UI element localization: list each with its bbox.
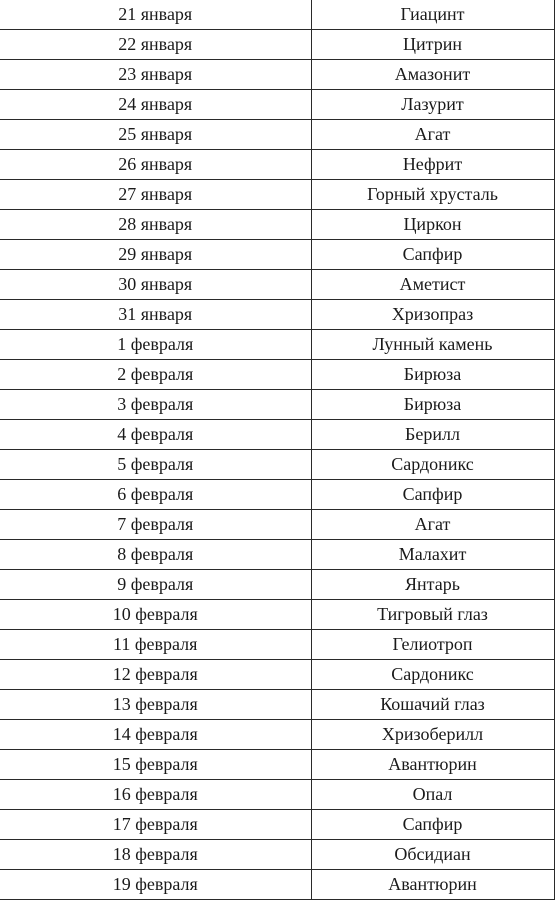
date-cell: 8 февраля [0,540,311,570]
table-row [0,210,554,240]
stone-cell: Амазонит [311,60,554,90]
table-row [0,570,554,600]
table-row [0,780,554,810]
date-cell: 27 января [0,180,311,210]
stone-cell: Гелиотроп [311,630,554,660]
stone-cell: Циркон [311,210,554,240]
date-cell: 3 февраля [0,390,311,420]
date-cell: 4 февраля [0,420,311,450]
date-cell: 15 февраля [0,750,311,780]
date-cell: 21 января [0,0,311,30]
table-row [0,360,554,390]
stone-cell: Бирюза [311,390,554,420]
table-row [0,90,554,120]
stone-cell: Сардоникс [311,450,554,480]
date-cell: 19 февраля [0,870,311,900]
date-cell: 11 февраля [0,630,311,660]
stone-cell: Тигровый глаз [311,600,554,630]
table-row [0,720,554,750]
table-row [0,510,554,540]
stone-cell: Хризопраз [311,300,554,330]
stone-cell: Авантюрин [311,870,554,900]
date-cell: 31 января [0,300,311,330]
stone-cell: Лазурит [311,90,554,120]
date-cell: 13 февраля [0,690,311,720]
date-cell: 17 февраля [0,810,311,840]
table-row [0,270,554,300]
stone-cell: Сапфир [311,480,554,510]
table-row [0,120,554,150]
date-cell: 1 февраля [0,330,311,360]
stone-cell: Янтарь [311,570,554,600]
date-cell: 16 февраля [0,780,311,810]
table-row [0,540,554,570]
table-row [0,630,554,660]
stone-cell: Лунный камень [311,330,554,360]
date-cell: 28 января [0,210,311,240]
date-cell: 22 января [0,30,311,60]
table-row [0,690,554,720]
date-cell: 26 января [0,150,311,180]
date-cell: 9 февраля [0,570,311,600]
stone-cell: Бирюза [311,360,554,390]
stone-cell: Аметист [311,270,554,300]
stone-cell: Агат [311,120,554,150]
stone-cell: Опал [311,780,554,810]
date-cell: 30 января [0,270,311,300]
stone-cell: Малахит [311,540,554,570]
stone-cell: Цитрин [311,30,554,60]
date-cell: 10 февраля [0,600,311,630]
table-row [0,750,554,780]
date-cell: 25 января [0,120,311,150]
stone-cell: Обсидиан [311,840,554,870]
stone-cell: Берилл [311,420,554,450]
table-row [0,30,554,60]
stone-cell: Авантюрин [311,750,554,780]
date-cell: 14 февраля [0,720,311,750]
date-cell: 23 января [0,60,311,90]
stone-cell: Хризоберилл [311,720,554,750]
table-row [0,240,554,270]
date-cell: 24 января [0,90,311,120]
date-cell: 18 февраля [0,840,311,870]
table-row [0,300,554,330]
date-cell: 7 февраля [0,510,311,540]
table-row [0,150,554,180]
stone-cell: Гиацинт [311,0,554,30]
date-cell: 12 февраля [0,660,311,690]
stone-cell: Сапфир [311,240,554,270]
stone-cell: Агат [311,510,554,540]
date-cell: 29 января [0,240,311,270]
stone-cell: Горный хрусталь [311,180,554,210]
stone-cell: Нефрит [311,150,554,180]
table-row [0,0,554,30]
table-row [0,420,554,450]
stone-cell: Сардоникс [311,660,554,690]
table-row [0,870,554,900]
table-row [0,450,554,480]
stone-cell: Кошачий глаз [311,690,554,720]
table-row [0,840,554,870]
table-row [0,180,554,210]
table-row [0,390,554,420]
table-row [0,60,554,90]
table-row [0,810,554,840]
date-cell: 6 февраля [0,480,311,510]
stone-cell: Сапфир [311,810,554,840]
date-cell: 5 февраля [0,450,311,480]
table-row [0,660,554,690]
table-row [0,600,554,630]
date-cell: 2 февраля [0,360,311,390]
table-row [0,330,554,360]
table-row [0,480,554,510]
